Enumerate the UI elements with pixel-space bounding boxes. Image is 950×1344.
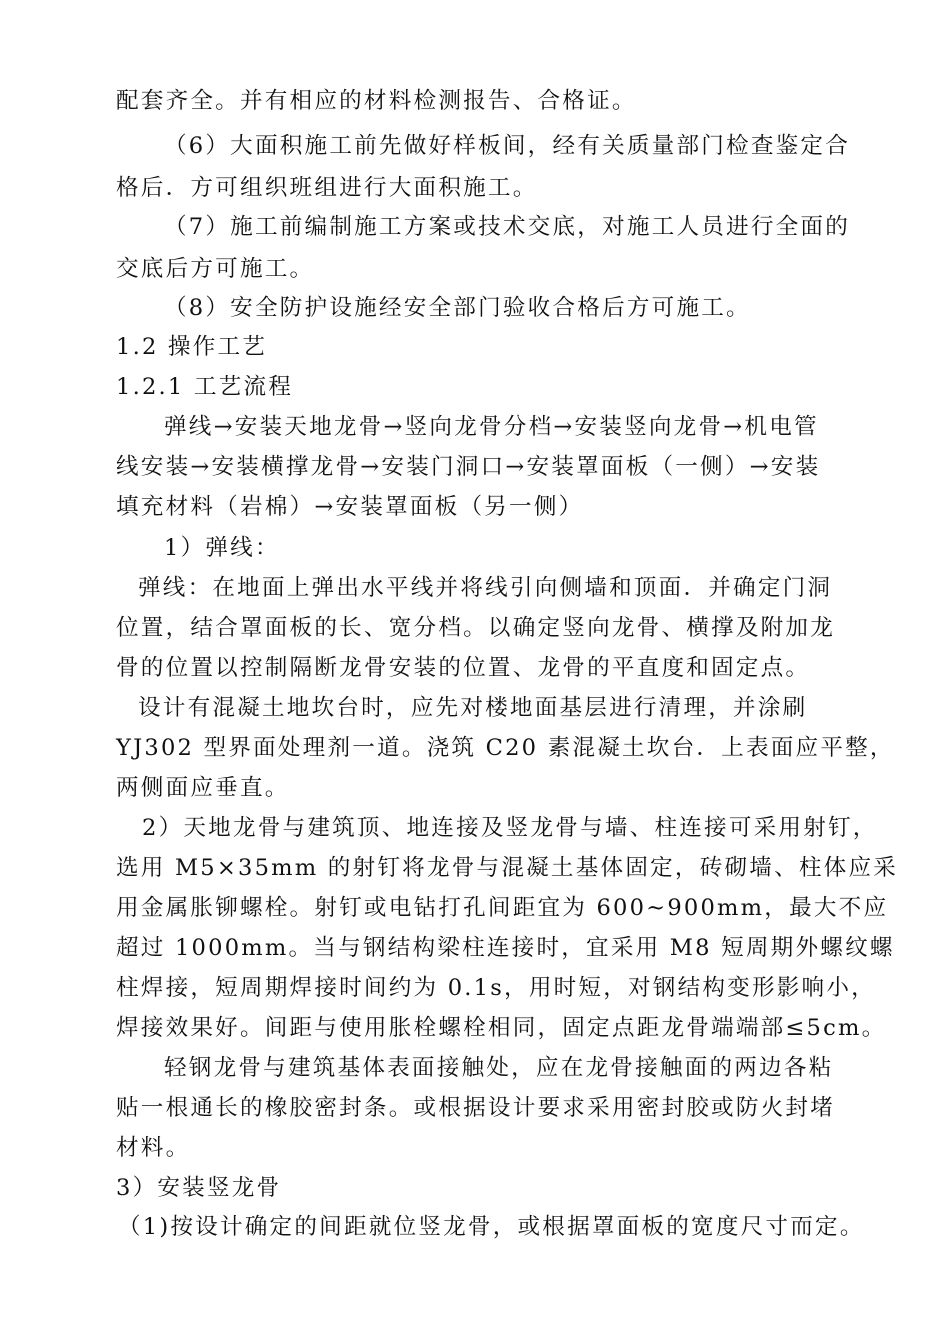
text-line: 柱焊接，短周期焊接时间约为 0.1s，用时短，对钢结构变形影响小， (116, 975, 876, 1001)
text-line: 位置，结合罩面板的长、宽分档。以确定竖向龙骨、横撑及附加龙 (116, 615, 836, 641)
subsection-heading: 1.2.1 工艺流程 (116, 374, 294, 400)
text-line: 超过 1000mm。当与钢结构梁柱连接时，宜采用 M8 短周期外螺纹螺 (116, 935, 895, 961)
text-line: 设计有混凝土地坎台时，应先对楼地面基层进行清理，并涂刷 (138, 695, 808, 721)
text-line: 两侧面应垂直。 (116, 775, 290, 801)
text-line: 贴一根通长的橡胶密封条。或根据设计要求采用密封胶或防火封堵 (116, 1095, 836, 1121)
subsection-heading: 3）安装竖龙骨 (116, 1175, 282, 1201)
text-line: 线安装→安装横撑龙骨→安装门洞口→安装罩面板（一侧）→安装 (116, 454, 821, 480)
text-line: 弹线：在地面上弹出水平线并将线引向侧墙和顶面．并确定门洞 (138, 575, 833, 601)
text-line: （7）施工前编制施工方案或技术交底，对施工人员进行全面的 (164, 214, 851, 240)
text-line: 格后．方可组织班组进行大面积施工。 (116, 175, 538, 201)
text-line: （6）大面积施工前先做好样板间，经有关质量部门检查鉴定合 (164, 133, 851, 159)
text-line: （1)按设计确定的间距就位竖龙骨，或根据罩面板的宽度尺寸而定。 (118, 1214, 865, 1240)
text-line: YJ302 型界面处理剂一道。浇筑 C20 素混凝土坎台．上表面应平整， (116, 735, 895, 761)
text-line: 弹线→安装天地龙骨→竖向龙骨分档→安装竖向龙骨→机电管 (164, 414, 819, 440)
text-line: 选用 M5×35mm 的射钉将龙骨与混凝土基体固定，砖砌墙、柱体应采 (116, 855, 899, 881)
text-line: 轻钢龙骨与建筑基体表面接触处，应在龙骨接触面的两边各粘 (164, 1055, 834, 1081)
text-line: 材料。 (116, 1135, 191, 1161)
text-line: 1）弹线： (164, 535, 280, 561)
text-line: 交底后方可施工。 (116, 256, 315, 282)
text-line: 用金属胀铆螺栓。射钉或电钻打孔间距宜为 600~900mm，最大不应 (116, 895, 889, 921)
text-line: 配套齐全。并有相应的材料检测报告、合格证。 (116, 88, 637, 114)
text-line: 焊接效果好。间距与使用胀栓螺栓相同，固定点距龙骨端端部≤5cm。 (116, 1015, 887, 1041)
text-line: 2）天地龙骨与建筑顶、地连接及竖龙骨与墙、柱连接可采用射钉， (142, 815, 878, 841)
text-line: 骨的位置以控制隔断龙骨安装的位置、龙骨的平直度和固定点。 (116, 655, 811, 681)
text-line: 填充材料（岩棉）→安装罩面板（另一侧） (116, 494, 584, 520)
text-line: （8）安全防护设施经安全部门验收合格后方可施工。 (164, 295, 751, 321)
section-heading: 1.2 操作工艺 (116, 334, 268, 360)
